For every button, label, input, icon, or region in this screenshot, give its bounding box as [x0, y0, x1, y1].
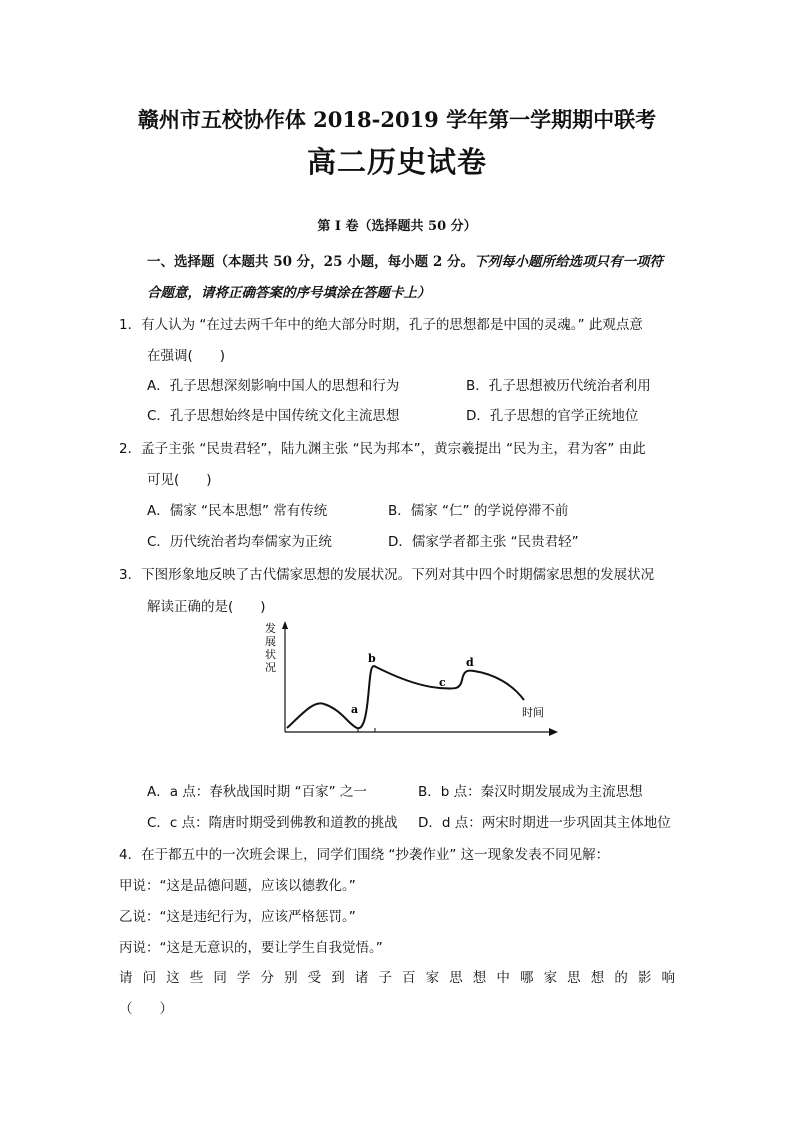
q2-option-d: D．儒家学者都主张 “民贵君轻”: [388, 534, 579, 550]
development-curve: [287, 666, 524, 728]
point-label-a: a: [351, 703, 359, 716]
q4-quote-bing: 丙说：“这是无意识的，要让学生自我觉悟。”: [119, 940, 383, 956]
q2-option-b: B．儒家 “仁” 的学说停滞不前: [388, 503, 569, 519]
q1-option-a: A．孔子思想深刻影响中国人的思想和行为: [147, 378, 400, 394]
point-label-d: d: [466, 656, 474, 669]
instruction-bold: 一、选择题（本题共 50 分，25 小题，每小题 2 分。: [147, 254, 474, 270]
exam-subtitle: 高二历史试卷: [306, 145, 487, 179]
point-label-b: b: [368, 652, 376, 665]
y-axis-label-2: 展: [265, 635, 276, 648]
q1-stem-line2: 在强调( ): [147, 348, 226, 364]
q2-option-a: A．儒家 “民本思想” 常有传统: [147, 503, 328, 519]
q4-quote-jia: 甲说：“这是品德问题，应该以德教化。”: [119, 878, 356, 894]
q4-quote-yi: 乙说：“这是违纪行为，应该严格惩罚。”: [119, 909, 356, 925]
x-axis-arrow: [549, 728, 558, 736]
q3-option-c: C．c 点：隋唐时期受到佛教和道教的挑战: [147, 815, 398, 831]
exam-header-title: 赣州市五校协作体 2018-2019 学年第一学期期中联考: [137, 107, 657, 132]
y-axis-arrow: [282, 621, 288, 629]
q2-stem-line2: 可见( ): [147, 472, 212, 488]
q3-option-a: A．a 点：春秋战国时期 “百家” 之一: [147, 784, 367, 800]
q2-option-c: C．历代统治者均奉儒家为正统: [147, 534, 332, 550]
q1-option-c: C．孔子思想始终是中国传统文化主流思想: [147, 408, 400, 424]
confucianism-development-chart: [262, 618, 562, 748]
instruction-italic-2: 合题意，请将正确答案的序号填涂在答题卡上）: [147, 285, 431, 301]
q3-option-d: D．d 点：两宋时期进一步巩固其主体地位: [418, 815, 671, 831]
point-label-c: c: [439, 676, 446, 689]
q1-option-b: B．孔子思想被历代统治者利用: [466, 378, 651, 394]
instruction-italic-1: 下列每小题所给选项只有一项符: [473, 254, 663, 270]
q1-option-d: D．孔子思想的官学正统地位: [466, 408, 639, 424]
x-axis-label: 时间: [522, 706, 544, 719]
section-label: 第 I 卷（选择题共 50 分）: [317, 219, 477, 234]
q3-stem-line2: 解读正确的是( ): [147, 599, 266, 615]
q2-stem-line1: 2．孟子主张 “民贵君轻”，陆九渊主张 “民为邦本”，黄宗羲提出 “民为主，君为客” 由此: [119, 441, 646, 457]
q4-stem-line2: 请问这些同学分别受到诸子百家思想中哪家思想的影响: [119, 970, 675, 986]
y-axis-label-4: 况: [265, 661, 276, 674]
q3-stem-line1: 3．下图形象地反映了古代儒家思想的发展状况。下列对其中四个时期儒家思想的发展状况: [119, 567, 655, 583]
q1-stem-line1: 1．有人认为 “在过去两千年中的绝大部分时期，孔子的思想都是中国的灵魂。” 此观点意: [119, 317, 643, 333]
section-instruction: [147, 250, 663, 270]
q4-stem-line3: （ ）: [119, 1001, 173, 1017]
q4-stem-line1: 4．在于都五中的一次班会课上，同学们围绕 “抄袭作业” 这一现象发表不同见解：: [119, 847, 610, 863]
y-axis-label-1: 发: [265, 622, 276, 635]
q3-option-b: B．b 点：秦汉时期发展成为主流思想: [418, 784, 643, 800]
y-axis-label-3: 状: [265, 648, 276, 661]
